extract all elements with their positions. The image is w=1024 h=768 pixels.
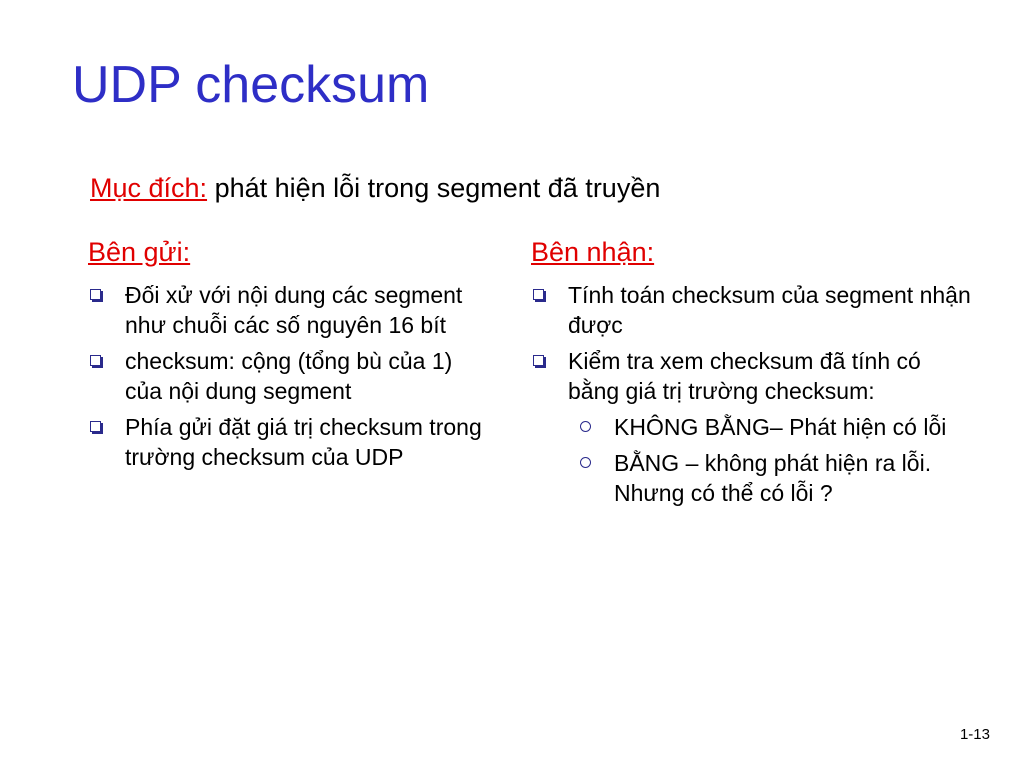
circle-bullet-icon (580, 421, 591, 432)
sender-bullet-list (88, 280, 488, 472)
receiver-sub-bullet-text: BẰNG – không phát hiện ra lỗi. Nhưng có thể có lỗi ? (614, 449, 932, 506)
receiver-bullet-list (531, 280, 971, 508)
square-bullet-icon (533, 355, 544, 366)
list-item (568, 448, 971, 508)
receiver-bullet-text: Tính toán checksum của segment nhận được (568, 281, 971, 338)
receiver-bullet-text: Kiểm tra xem checksum đã tính có bằng giá trị trường checksum: (568, 347, 921, 404)
purpose-text: phát hiện lỗi trong segment đã truyền (214, 173, 661, 203)
list-item (88, 412, 488, 472)
square-bullet-icon (533, 289, 544, 300)
list-item (568, 412, 971, 442)
list-item (531, 280, 971, 340)
receiver-column (531, 236, 971, 514)
list-item (88, 280, 488, 340)
purpose-label: Mục đích: (90, 173, 208, 203)
square-bullet-icon (90, 289, 101, 300)
page-number: 1-13 (959, 726, 990, 743)
sender-bullet-text: Đối xử với nội dung các segment như chuỗi các số nguyên 16 bít (125, 281, 463, 338)
sender-heading: Bên gửi: (88, 237, 191, 267)
purpose-line (90, 172, 660, 206)
list-item (88, 346, 488, 406)
square-bullet-icon (90, 355, 101, 366)
sender-bullet-text: Phía gửi đặt giá trị checksum trong trường checksum của UDP (125, 413, 482, 470)
list-item (531, 346, 971, 508)
receiver-sub-bullet-list (568, 412, 971, 508)
receiver-sub-bullet-text: KHÔNG BẰNG– Phát hiện có lỗi (614, 413, 947, 440)
sender-bullet-text: checksum: cộng (tổng bù của 1) của nội dung segment (125, 347, 453, 404)
receiver-heading: Bên nhận: (531, 237, 655, 267)
sender-column (88, 236, 488, 478)
circle-bullet-icon (580, 457, 591, 468)
square-bullet-icon (90, 421, 101, 432)
slide-title: UDP checksum (72, 56, 430, 114)
